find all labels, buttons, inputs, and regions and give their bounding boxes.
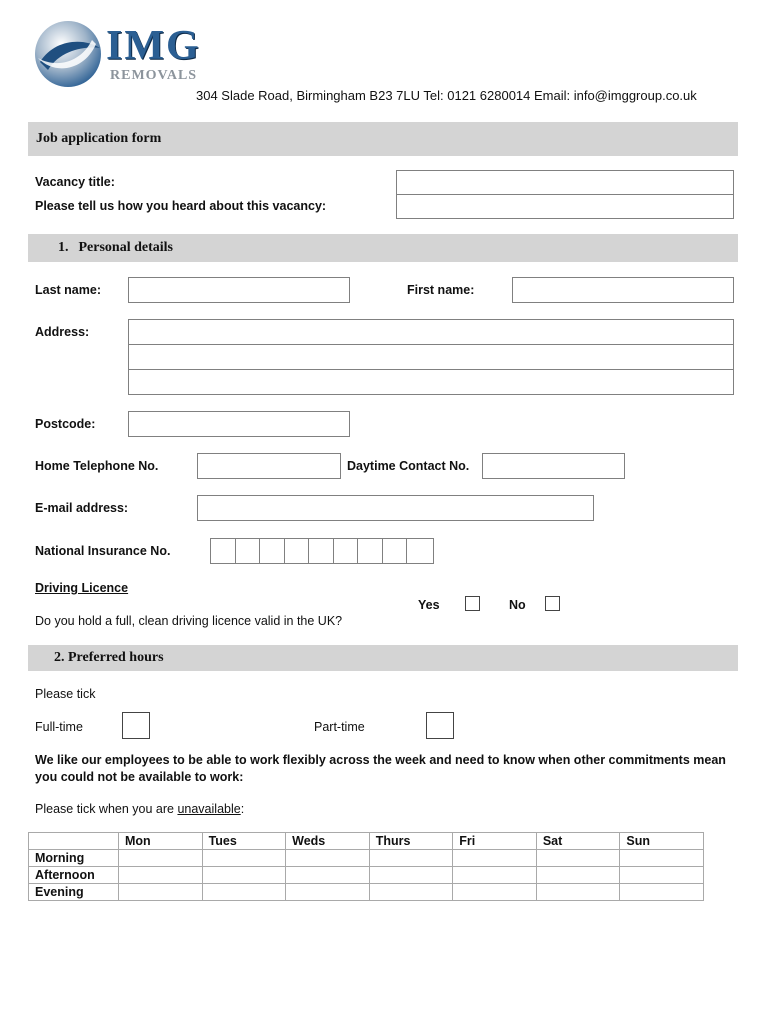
tick-cell[interactable] xyxy=(369,884,453,901)
tick-cell[interactable] xyxy=(369,867,453,884)
ni-cell[interactable] xyxy=(285,539,310,563)
ni-cell[interactable] xyxy=(260,539,285,563)
tick-cell[interactable] xyxy=(286,850,370,867)
postcode-label: Postcode: xyxy=(35,417,96,431)
licence-no-checkbox[interactable] xyxy=(545,596,560,611)
address-line-2[interactable] xyxy=(128,344,734,370)
day-header-tues: Tues xyxy=(202,833,286,850)
tick-cell[interactable] xyxy=(369,850,453,867)
address-line-1[interactable] xyxy=(128,319,734,345)
personal-number: 1. xyxy=(58,240,69,255)
table-row xyxy=(29,867,704,884)
ni-cell[interactable] xyxy=(309,539,334,563)
tick-cell[interactable] xyxy=(119,867,203,884)
no-label: No xyxy=(509,598,526,612)
tick-cell[interactable] xyxy=(536,850,620,867)
preferred-hours-bar xyxy=(28,645,738,671)
day-header-sat: Sat xyxy=(536,833,620,850)
day-header-mon: Mon xyxy=(119,833,203,850)
period-morning: Morning xyxy=(29,850,119,867)
day-header-weds: Weds xyxy=(286,833,370,850)
ni-cell[interactable] xyxy=(334,539,359,563)
period-afternoon: Afternoon xyxy=(29,867,119,884)
tick-unavailable-prefix: Please tick when you are xyxy=(35,802,178,816)
personal-details-bar xyxy=(28,234,738,262)
tick-cell[interactable] xyxy=(202,867,286,884)
tick-cell[interactable] xyxy=(202,850,286,867)
postcode-input[interactable] xyxy=(128,411,350,437)
tick-cell[interactable] xyxy=(453,867,537,884)
driving-licence-heading: Driving Licence xyxy=(35,581,129,595)
home-phone-label: Home Telephone No. xyxy=(35,459,159,473)
tick-unavailable-suffix: : xyxy=(240,802,245,816)
last-name-input[interactable] xyxy=(128,277,350,303)
tick-cell[interactable] xyxy=(620,884,704,901)
ni-cell[interactable] xyxy=(236,539,261,563)
tick-cell[interactable] xyxy=(536,867,620,884)
period-evening: Evening xyxy=(29,884,119,901)
last-name-label: Last name: xyxy=(35,283,101,297)
vacancy-title-label: Vacancy title: xyxy=(35,175,115,189)
address-line-3[interactable] xyxy=(128,369,734,395)
availability-table xyxy=(28,832,704,901)
form-title: Job application form xyxy=(36,131,162,146)
yes-label: Yes xyxy=(418,598,440,612)
parttime-label: Part-time xyxy=(314,720,365,734)
tick-cell[interactable] xyxy=(119,850,203,867)
tick-unavailable-text xyxy=(35,802,244,816)
logo-sub-text: REMOVALS xyxy=(110,68,198,83)
company-logo xyxy=(30,18,200,90)
tick-cell[interactable] xyxy=(453,884,537,901)
tick-unavailable-word: unavailable xyxy=(177,802,241,816)
corner-cell xyxy=(29,833,119,850)
fulltime-label: Full-time xyxy=(35,720,83,734)
personal-heading: Personal details xyxy=(78,240,173,255)
email-input[interactable] xyxy=(197,495,594,521)
address-label: Address: xyxy=(35,325,90,339)
licence-yes-checkbox[interactable] xyxy=(465,596,480,611)
home-phone-input[interactable] xyxy=(197,453,341,479)
tick-cell[interactable] xyxy=(536,884,620,901)
ni-cell[interactable] xyxy=(383,539,408,563)
form-title-bar xyxy=(28,122,738,156)
table-header-row xyxy=(29,833,704,850)
day-header-fri: Fri xyxy=(453,833,537,850)
ni-cell[interactable] xyxy=(211,539,236,563)
driving-question: Do you hold a full, clean driving licence valid in the UK? xyxy=(35,614,343,628)
ni-number-input[interactable] xyxy=(210,538,434,564)
tick-cell[interactable] xyxy=(286,867,370,884)
email-label: E-mail address: xyxy=(35,501,129,515)
company-address: 304 Slade Road, Birmingham B23 7LU Tel: 0121 6280014 Email: info@imggroup.co.uk xyxy=(196,88,697,103)
table-row xyxy=(29,850,704,867)
fulltime-checkbox[interactable] xyxy=(122,712,150,739)
day-header-thurs: Thurs xyxy=(369,833,453,850)
first-name-label: First name: xyxy=(407,283,475,297)
daytime-contact-input[interactable] xyxy=(482,453,625,479)
day-header-sun: Sun xyxy=(620,833,704,850)
tick-cell[interactable] xyxy=(286,884,370,901)
vacancy-title-input[interactable] xyxy=(396,170,734,195)
logo-brand-text: IMG xyxy=(106,23,201,69)
daytime-contact-label: Daytime Contact No. xyxy=(347,459,470,473)
tick-cell[interactable] xyxy=(202,884,286,901)
please-tick-text: Please tick xyxy=(35,687,96,701)
table-row xyxy=(29,884,704,901)
heard-about-label: Please tell us how you heard about this vacancy: xyxy=(35,199,327,213)
preferred-hours-heading: 2. Preferred hours xyxy=(54,650,164,665)
parttime-checkbox[interactable] xyxy=(426,712,454,739)
flexibility-text: We like our employees to be able to work flexibly across the week and need to know when other commitments mean you could not be available to work: xyxy=(35,753,726,784)
tick-cell[interactable] xyxy=(119,884,203,901)
ni-label: National Insurance No. xyxy=(35,544,171,558)
ni-cell[interactable] xyxy=(358,539,383,563)
tick-cell[interactable] xyxy=(620,867,704,884)
heard-about-input[interactable] xyxy=(396,194,734,219)
ni-cell[interactable] xyxy=(407,539,432,563)
tick-cell[interactable] xyxy=(620,850,704,867)
tick-cell[interactable] xyxy=(453,850,537,867)
first-name-input[interactable] xyxy=(512,277,734,303)
